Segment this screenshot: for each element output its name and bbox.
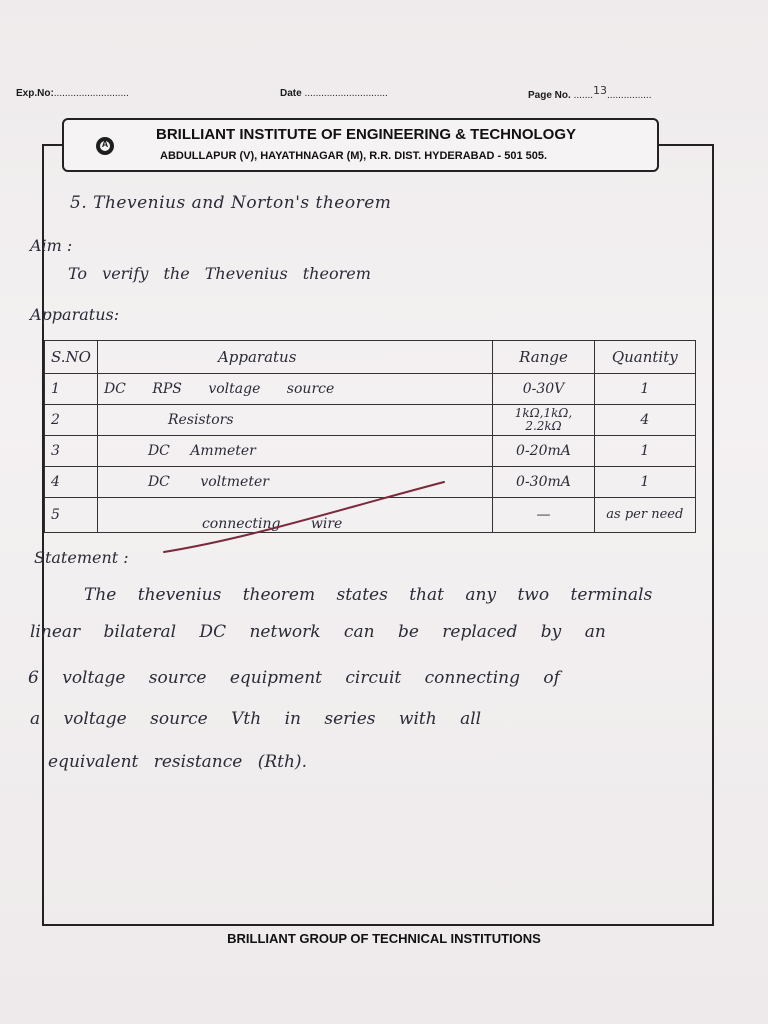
column-header-range: Range: [493, 341, 594, 374]
cell-qty: 4: [594, 405, 695, 436]
page-border-top-right: [656, 144, 714, 146]
table-row: [45, 374, 696, 405]
aim-text: To verify the Thevenius theorem: [68, 264, 371, 283]
institute-logo-icon: [96, 137, 114, 155]
date-dots: ..............................: [304, 88, 388, 99]
cell-sno: 3: [45, 436, 98, 467]
cell-item: Resistors: [97, 405, 492, 436]
page-no-dots-post: ................: [607, 90, 652, 101]
cell-sno: 2: [45, 405, 98, 436]
cell-range: 1kΩ,1kΩ, 2.2kΩ: [493, 405, 594, 436]
exp-no-dots: ...........................: [53, 88, 129, 99]
statement-line: 6 voltage source equipment circuit connecting of: [28, 668, 560, 688]
institute-name: BRILLIANT INSTITUTE OF ENGINEERING & TECHNOLOGY: [156, 126, 576, 143]
column-header-apparatus: Apparatus: [97, 341, 492, 374]
date-field: [280, 88, 388, 99]
cell-item: DC RPS voltage source: [97, 374, 492, 405]
cell-sno: 5: [45, 498, 98, 533]
cell-sno: 1: [45, 374, 98, 405]
column-header-sno: S.NO: [45, 341, 98, 374]
cell-item: DC Ammeter: [97, 436, 492, 467]
statement-heading: Statement :: [34, 548, 129, 567]
table-end-strike-line: [160, 478, 450, 558]
cell-qty: 1: [594, 436, 695, 467]
cell-range: 0-30mA: [493, 467, 594, 498]
statement-line: linear bilateral DC network can be replaced by an: [30, 622, 606, 642]
page-border-top-left: [42, 144, 64, 146]
cell-range: 0-30V: [493, 374, 594, 405]
cell-qty: 1: [594, 467, 695, 498]
statement-line: equivalent resistance (Rth).: [48, 752, 307, 772]
column-header-quantity: Quantity: [594, 341, 695, 374]
institute-address: ABDULLAPUR (V), HAYATHNAGAR (M), R.R. DIST. HYDERABAD - 501 505.: [160, 150, 548, 162]
table-header-row: [45, 341, 696, 374]
page-no-field: [528, 84, 652, 101]
page-footer: BRILLIANT GROUP OF TECHNICAL INSTITUTIONS: [227, 931, 541, 946]
exp-no-label: Exp.No:: [16, 88, 54, 99]
page-no-label: Page No.: [528, 90, 571, 101]
date-label: Date: [280, 88, 302, 99]
cell-qty: as per need: [594, 498, 695, 533]
cell-qty: 1: [594, 374, 695, 405]
apparatus-heading: Apparatus:: [30, 305, 120, 324]
page-number-value: 13: [593, 84, 608, 97]
cell-item: connecting wire: [97, 498, 492, 533]
cell-range: —: [493, 498, 594, 533]
cell-item: DC voltmeter: [97, 467, 492, 498]
institute-banner: [62, 118, 659, 172]
cell-range: 0-20mA: [493, 436, 594, 467]
experiment-title: 5. Thevenius and Norton's theorem: [70, 193, 392, 213]
exp-no-field: [16, 88, 129, 99]
statement-line: a voltage source Vth in series with all: [30, 709, 482, 729]
aim-heading: Aim :: [30, 236, 73, 255]
cell-sno: 4: [45, 467, 98, 498]
page-no-dots-pre: .......: [573, 90, 594, 101]
table-row: [45, 405, 696, 436]
statement-line: The thevenius theorem states that any two terminals: [84, 585, 653, 605]
table-row: [45, 436, 696, 467]
